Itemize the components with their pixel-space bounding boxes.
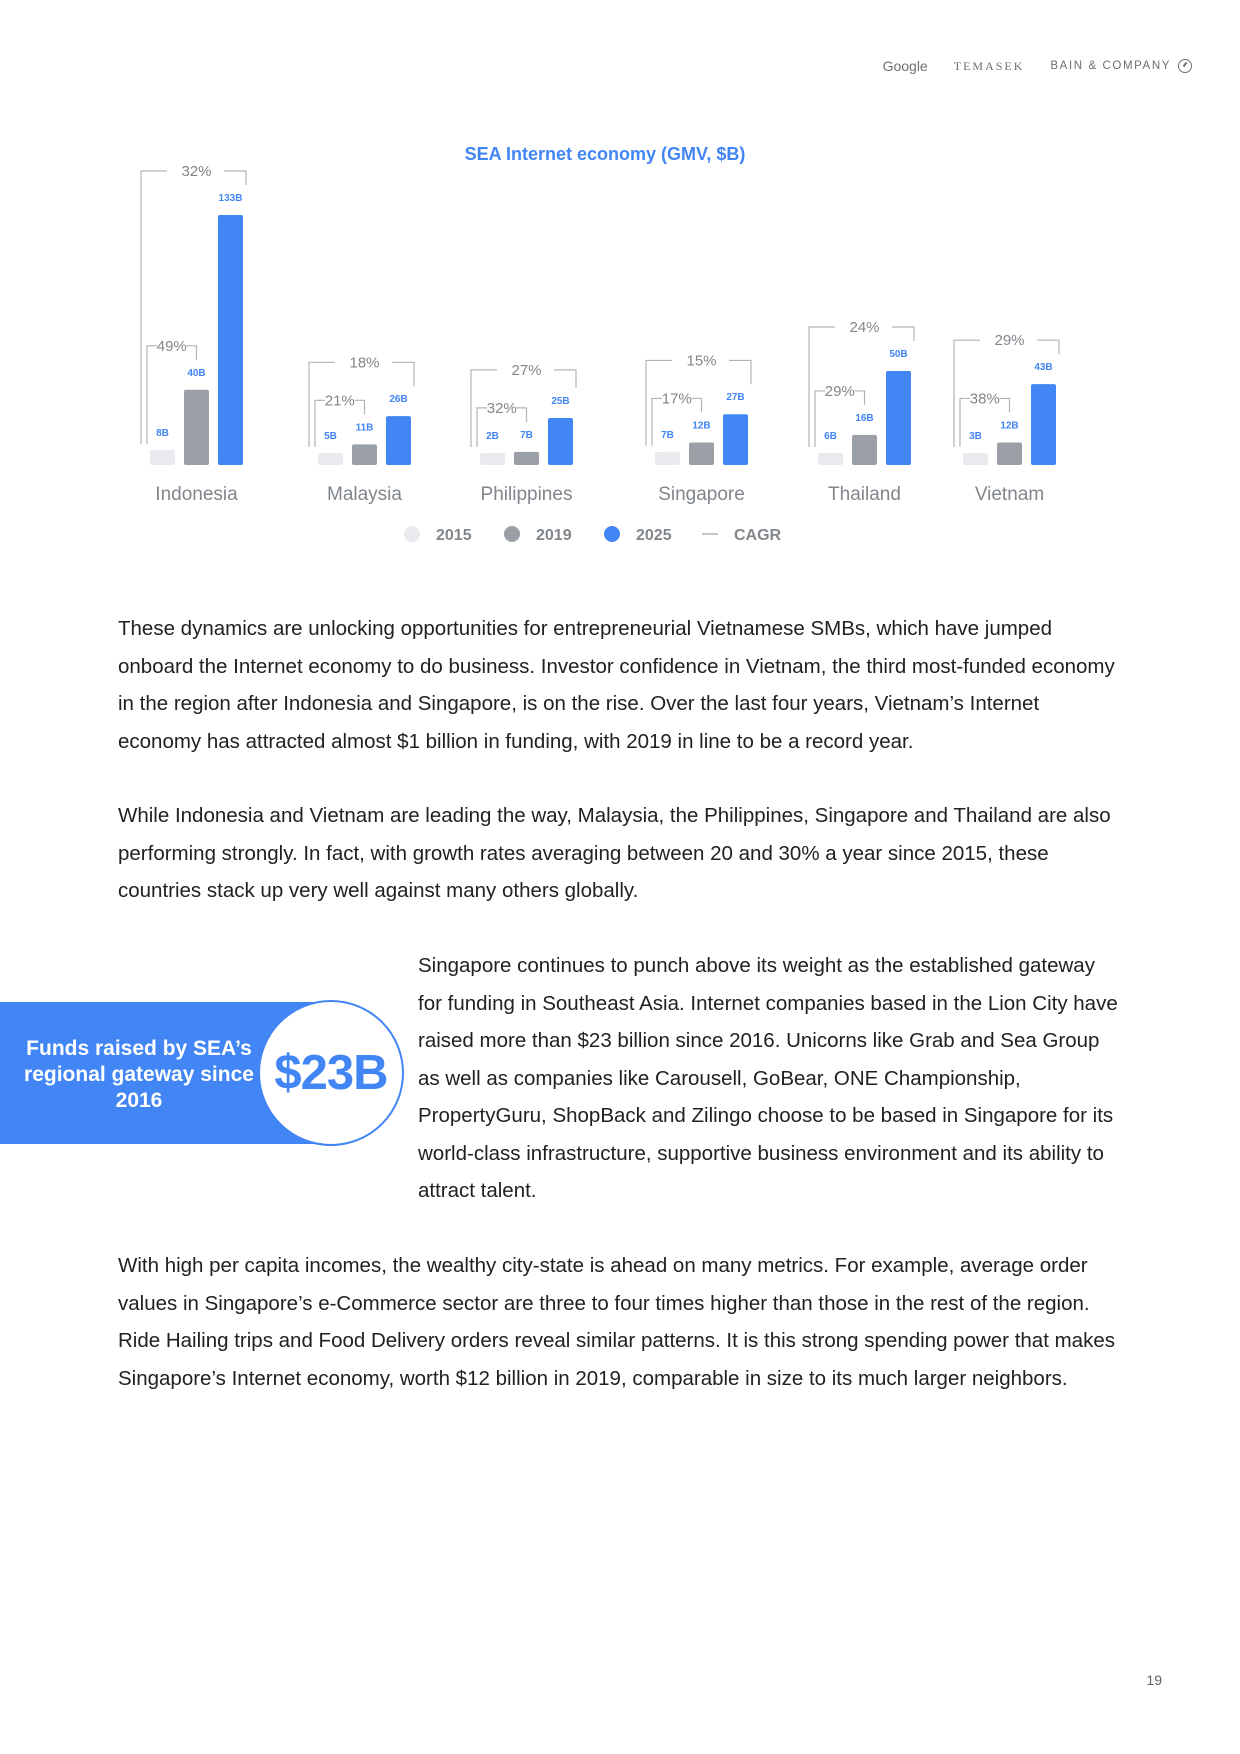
- cagr-2015-2019-philippines: 32%: [486, 399, 517, 417]
- legend-marker-2019: [504, 526, 520, 542]
- bar-philippines-2015: [480, 453, 505, 465]
- cagr-bracket-inner-end-vietnam: [1000, 398, 1010, 412]
- body-paragraph-1: These dynamics are unlocking opportunities for entrepreneurial Vietnamese SMBs, which have jumped onboard the Internet economy to do business. Investor confidence in Vietnam, the third most-funded economy in the region after Indonesia and Singapore, is on the rise. Over the last four years, Vietnam’s Internet economy has attracted almost $1 billion in funding, with 2019 in line to be a record year.: [118, 617, 1115, 753]
- value-label-philippines-2025: 25B: [551, 396, 570, 408]
- value-label-vietnam-2019: 12B: [1000, 420, 1019, 432]
- value-label-singapore-2025: 27B: [726, 392, 745, 404]
- cagr-bracket-outer-end-philippines: [554, 370, 576, 388]
- bain-circle-icon: [1178, 59, 1192, 73]
- bar-indonesia-2019: [184, 390, 209, 465]
- legend-label-cagr: CAGR: [734, 527, 782, 544]
- value-label-vietnam-2015: 3B: [969, 431, 982, 442]
- value-label-thailand-2019: 16B: [855, 412, 874, 424]
- value-label-thailand-2025: 50B: [889, 349, 908, 361]
- temasek-logo: TEMASEK: [953, 58, 1025, 73]
- callout-label: Funds raised by SEA’s regional gateway since 2016: [24, 1037, 254, 1112]
- country-label-vietnam: Vietnam: [974, 484, 1045, 505]
- bar-malaysia-2025: [386, 416, 411, 465]
- cagr-bracket-outer-end-singapore: [729, 360, 751, 384]
- cagr-bracket-inner-end-thailand: [855, 391, 865, 405]
- value-label-singapore-2019: 12B: [692, 420, 711, 432]
- cagr-bracket-outer-end-vietnam: [1037, 340, 1059, 354]
- country-label-indonesia: Indonesia: [155, 484, 238, 505]
- bar-indonesia-2025: [218, 215, 243, 465]
- value-label-philippines-2019: 7B: [520, 429, 533, 441]
- value-label-thailand-2015: 6B: [824, 431, 837, 442]
- cagr-2015-2019-singapore: 17%: [661, 390, 692, 408]
- bar-thailand-2019: [852, 435, 877, 465]
- cagr-bracket-inner-end-philippines: [517, 408, 527, 422]
- bar-singapore-2019: [689, 442, 714, 465]
- value-label-malaysia-2019: 11B: [355, 422, 374, 434]
- legend-marker-2025: [604, 526, 620, 542]
- chart-body: [141, 163, 1059, 544]
- value-label-indonesia-2015: 8B: [156, 427, 169, 439]
- value-label-indonesia-2019: 40B: [187, 367, 206, 379]
- cagr-2019-2025-indonesia: 32%: [181, 163, 212, 180]
- bar-vietnam-2025: [1031, 384, 1056, 465]
- value-label-philippines-2015: 2B: [486, 431, 499, 442]
- cagr-2019-2025-thailand: 24%: [849, 319, 880, 337]
- cagr-bracket-inner-end-singapore: [692, 398, 702, 412]
- legend-label-2015: 2015: [436, 527, 472, 544]
- bar-vietnam-2015: [963, 453, 988, 465]
- cagr-2019-2025-singapore: 15%: [686, 352, 717, 370]
- bar-singapore-2025: [723, 414, 748, 465]
- bar-indonesia-2015: [150, 450, 175, 465]
- body-paragraph-2: While Indonesia and Vietnam are leading the way, Malaysia, the Philippines, Singapore and Thailand are also performing strongly. In fact, with growth rates averaging between 20 and 30% a year since 2015, these countries stack up very well against many others globally.: [118, 804, 1111, 902]
- sea-internet-economy-chart: [0, 130, 1240, 550]
- callout-value: $23B: [274, 1046, 388, 1100]
- bar-thailand-2025: [886, 371, 911, 465]
- cagr-2019-2025-vietnam: 29%: [994, 332, 1025, 350]
- cagr-bracket-outer-end-thailand: [892, 327, 914, 341]
- cagr-2015-2019-malaysia: 21%: [324, 392, 355, 410]
- chart-title: SEA Internet economy (GMV, $B): [464, 144, 746, 164]
- header-logos: [883, 58, 1192, 74]
- cagr-2015-2019-indonesia: 49%: [156, 337, 187, 355]
- cagr-2015-2019-vietnam: 38%: [969, 390, 1000, 408]
- cagr-bracket-inner-end-indonesia: [187, 346, 197, 360]
- value-label-indonesia-2025: 133B: [218, 193, 243, 204]
- cagr-bracket-outer-end-indonesia: [224, 171, 246, 185]
- body-paragraph-4: With high per capita incomes, the wealthy city-state is ahead on many metrics. For example, average order values in Singapore’s e-Commerce sector are three to four times higher than those in the rest of the region. Ride Hailing trips and Food Delivery orders reveal similar patterns. It is this strong spending power that makes Singapore’s Internet economy, worth $12 billion in 2019, comparable in size to its much larger neighbors.: [118, 1254, 1115, 1390]
- bar-philippines-2019: [514, 452, 539, 465]
- page-number: 19: [1146, 1672, 1162, 1688]
- bar-philippines-2025: [548, 418, 573, 465]
- bar-vietnam-2019: [997, 442, 1022, 465]
- bar-singapore-2015: [655, 452, 680, 465]
- country-label-malaysia: Malaysia: [327, 484, 402, 505]
- cagr-bracket-outer-indonesia: [141, 171, 167, 444]
- value-label-malaysia-2015: 5B: [324, 431, 337, 442]
- value-label-singapore-2015: 7B: [661, 429, 674, 441]
- cagr-2019-2025-malaysia: 18%: [349, 354, 380, 372]
- bar-thailand-2015: [818, 453, 843, 465]
- callout-circle: [258, 1000, 404, 1146]
- cagr-bracket-inner-end-malaysia: [355, 400, 365, 414]
- value-label-vietnam-2025: 43B: [1034, 362, 1053, 374]
- country-label-thailand: Thailand: [828, 484, 901, 505]
- bain-logo-text: BAIN & COMPANY: [1050, 60, 1171, 72]
- legend-label-2025: 2025: [636, 527, 672, 544]
- value-label-malaysia-2025: 26B: [389, 394, 408, 406]
- country-label-philippines: Philippines: [480, 484, 573, 505]
- legend-marker-2015: [404, 526, 420, 542]
- bar-malaysia-2019: [352, 444, 377, 465]
- country-label-singapore: Singapore: [658, 484, 745, 505]
- legend-label-2019: 2019: [536, 527, 572, 544]
- bar-malaysia-2015: [318, 453, 343, 465]
- body-paragraph-3: Singapore continues to punch above its weight as the established gateway for funding in Southeast Asia. Internet companies based in the Lion City have raised more than $23 billion since 2016. Unicorns like Grab and Sea Group as well as companies like Carousell, GoBear, ONE Championship, PropertyGuru, ShopBack and Zilingo choose to be based in Singapore for its world-class infrastructure, supportive business environment and its ability to attract talent.: [418, 954, 1118, 1202]
- cagr-2019-2025-philippines: 27%: [511, 361, 542, 379]
- google-logo: Google: [882, 58, 928, 74]
- cagr-bracket-outer-end-malaysia: [392, 362, 414, 386]
- bain-logo: [1050, 59, 1192, 73]
- cagr-2015-2019-thailand: 29%: [824, 382, 855, 400]
